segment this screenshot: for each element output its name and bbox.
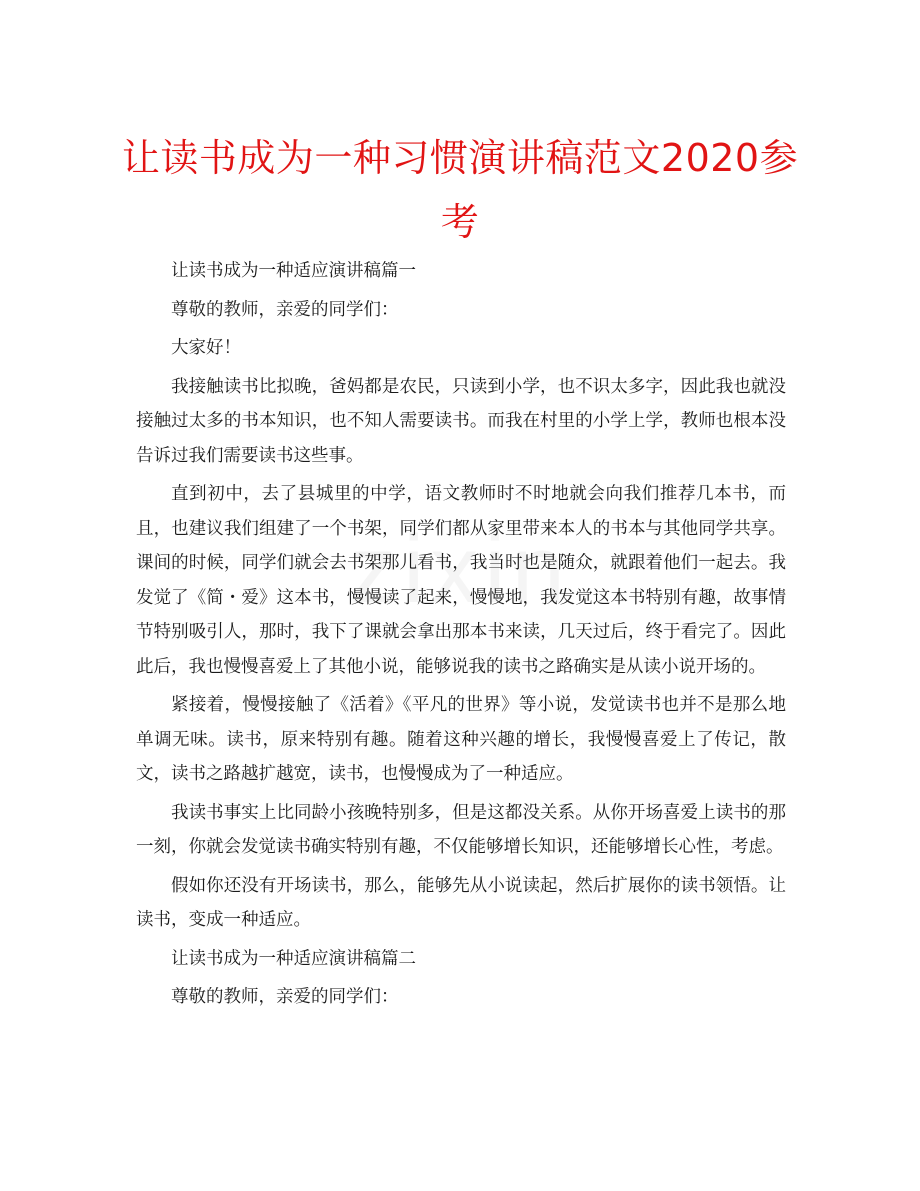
body-paragraph: 假如你还没有开场读书，那么，能够先从小说读起，然后扩展你的读书领悟。让读书，变成一种适应。 — [136, 875, 786, 930]
salutation: 尊敬的教师，亲爱的同学们： — [171, 299, 399, 320]
body-paragraph: 紧接着，慢慢接触了《活着》《平凡的世界》等小说，发觉读书也并不是那么地单调无味。读书，原来特别有趣。随着这种兴趣的增长，我慢慢喜爱上了传记，散文，读书之路越扩越宽，读书，也慢慢成为了一种适应。 — [136, 695, 786, 784]
body-paragraph: 直到初中，去了县城里的中学，语文教师时不时地就会向我们推荐几本书，而且，也建议我们组建了一个书架，同学们都从家里带来本人的书本与其他同学共享。课间的时候，同学们就会去书架那儿看书，我当时也是随众，就跟着他们一起去。我发觉了《简・爱》这本书，慢慢读了起来，慢慢地，我发觉这本书特别有趣，故事情节特别吸引人，那时，我下了课就会拿出那本书来读，几天过后，终于看完了。因此此后，我也慢慢喜爱上了其他小说，能够说我的读书之路确实是从读小说开场的。 — [136, 484, 786, 677]
document-body — [136, 254, 786, 1019]
section-heading-2: 让读书成为一种适应演讲稿篇二 — [171, 948, 416, 969]
section-heading-1: 让读书成为一种适应演讲稿篇一 — [171, 261, 416, 281]
salutation: 尊敬的教师，亲爱的同学们： — [171, 987, 399, 1007]
document-title: 让读书成为一种习惯演讲稿范文2020参考 — [121, 136, 799, 244]
greeting: 大家好！ — [171, 338, 241, 358]
body-paragraph: 我读书事实上比同龄小孩晚特别多，但是这都没关系。从你开场喜爱上读书的那一刻，你就会发觉读书确实特别有趣，不仅能够增长知识，还能够增长心性，考虑。 — [136, 802, 786, 857]
body-paragraph: 我接触读书比拟晚，爸妈都是农民，只读到小学，也不识太多字，因此我也就没接触过太多的书本知识，也不知人需要读书。而我在村里的小学上学，教师也根本没告诉过我们需要读书这些事。 — [136, 376, 786, 466]
